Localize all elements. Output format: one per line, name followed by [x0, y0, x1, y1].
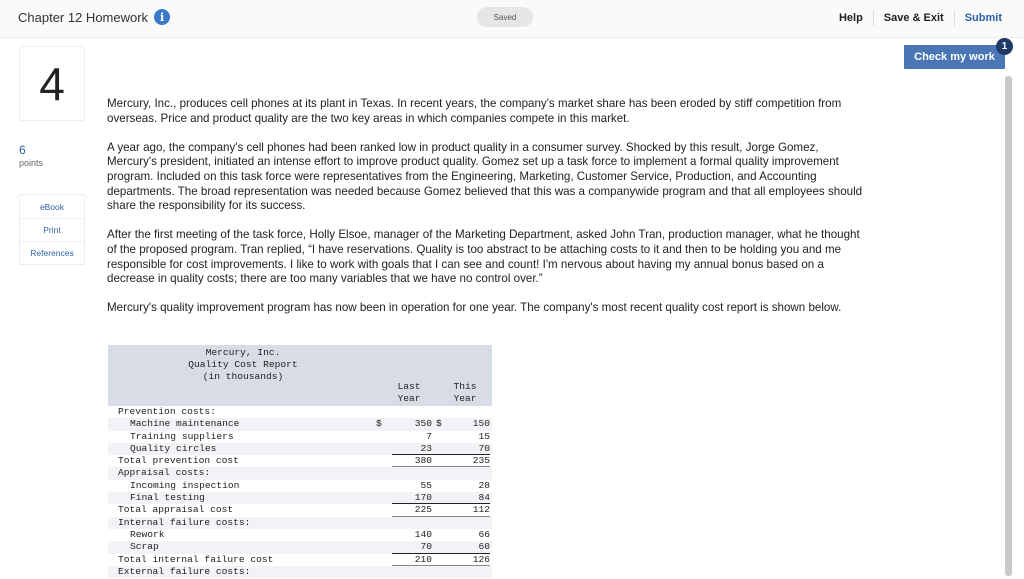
cell-d2 — [436, 504, 450, 516]
submit-link[interactable]: Submit — [954, 10, 1012, 26]
cell-v2: 60 — [450, 541, 490, 553]
cell-v2: 84 — [450, 492, 490, 504]
cell-v1 — [392, 517, 436, 529]
col-last-year — [384, 381, 434, 405]
table-row — [108, 443, 492, 455]
cell-label: Rework — [130, 528, 165, 540]
cell-d2 — [436, 566, 450, 578]
cell-d2 — [436, 492, 450, 504]
table-row — [108, 480, 492, 492]
cell-v2 — [450, 406, 490, 418]
cell-d1 — [376, 443, 392, 455]
cell-d2: $ — [436, 418, 442, 430]
cell-v1 — [392, 406, 436, 418]
cell-v2 — [450, 566, 490, 578]
cell-d2 — [436, 406, 450, 418]
cell-d1 — [376, 467, 392, 479]
saved-status: Saved — [477, 7, 533, 27]
cell-d2 — [436, 541, 450, 553]
question-number: 4 — [19, 46, 85, 121]
help-link[interactable]: Help — [838, 12, 863, 24]
cell-label: Total prevention cost — [118, 455, 239, 467]
print-button[interactable]: Print — [20, 218, 84, 241]
cell-d1: $ — [376, 418, 382, 430]
points-value: 6 — [19, 143, 26, 157]
cell-v2: 126 — [450, 554, 490, 566]
cell-label: Scrap — [130, 541, 159, 553]
report-units: (in thousands) — [202, 371, 284, 382]
quality-cost-report — [108, 345, 492, 578]
table-row — [108, 566, 492, 578]
cell-v2: 70 — [450, 443, 490, 455]
paragraph: After the first meeting of the task force, Holly Elsoe, manager of the Marketing Department, asked John Tran, production manager, what he thought of the proposed program. Tran replied, “I have reservations. Quality is too abstract to be attaching costs to it and then to be holding you and me responsible for cost improvements. I like to work with goals that I can see and count! I'm nervous about having my annual bonus based on a decrease in quality costs; there are too many variables that we have no control over.” — [107, 228, 860, 286]
cell-v2: 112 — [450, 504, 490, 516]
col-label: Year — [453, 393, 477, 404]
cell-label: Total appraisal cost — [118, 504, 234, 516]
assignment-title — [18, 9, 170, 25]
cell-v2: 15 — [478, 430, 490, 442]
table-row — [108, 554, 492, 566]
cell-d1 — [376, 529, 392, 541]
cell-label: Incoming inspection — [130, 479, 240, 491]
cell-label: Final testing — [130, 492, 205, 504]
col-label: Last — [397, 381, 421, 392]
table-row — [108, 455, 492, 467]
cell-label: Appraisal costs: — [118, 467, 211, 479]
cell-v1: 7 — [426, 430, 432, 442]
table-row — [108, 504, 492, 516]
top-bar — [0, 0, 1024, 38]
cell-d1 — [376, 431, 392, 443]
cell-d1 — [376, 455, 392, 467]
cell-v1: 350 — [414, 418, 432, 430]
report-title: Quality Cost Report — [188, 359, 298, 370]
table-row — [108, 467, 492, 479]
cell-label: Prevention costs: — [118, 406, 216, 417]
cell-d2 — [436, 529, 450, 541]
info-icon[interactable]: i — [154, 9, 170, 25]
cell-v1: 380 — [392, 455, 436, 467]
cell-v2 — [450, 517, 490, 529]
cell-d2 — [436, 480, 450, 492]
paragraph: Mercury, Inc., produces cell phones at its plant in Texas. In recent years, the company's market share has been eroded by stiff competition from overseas. Price and product quality are the two key areas in which companies compete in this market. — [107, 97, 842, 125]
check-count-badge: 1 — [996, 38, 1013, 55]
cell-d2 — [436, 467, 450, 479]
cell-d1 — [376, 480, 392, 492]
cell-d1 — [376, 504, 392, 516]
cell-d2 — [436, 554, 450, 566]
cell-v2: 150 — [472, 418, 490, 430]
cell-v1: 70 — [392, 541, 436, 553]
col-label: This — [453, 381, 477, 392]
cell-label: Total internal failure cost — [118, 553, 274, 565]
cell-d1 — [376, 554, 392, 566]
table-row — [108, 406, 492, 418]
table-row — [108, 418, 492, 430]
cell-v2 — [450, 467, 490, 479]
cell-d1 — [376, 492, 392, 504]
cell-d1 — [376, 517, 392, 529]
cell-label: Training suppliers — [130, 430, 234, 442]
table-row — [108, 431, 492, 443]
scrollbar[interactable] — [1005, 76, 1012, 576]
report-company: Mercury, Inc. — [205, 347, 281, 358]
cell-v2: 28 — [478, 479, 490, 491]
cell-label: External failure costs: — [118, 565, 251, 577]
cell-label: Quality circles — [130, 442, 217, 454]
cell-v1: 140 — [414, 528, 432, 540]
cell-v1: 55 — [420, 479, 432, 491]
cell-d2 — [436, 431, 450, 443]
cell-d2 — [436, 517, 450, 529]
ebook-button[interactable]: eBook — [39, 201, 65, 212]
cell-v1 — [392, 467, 436, 479]
cell-label: Machine maintenance — [130, 418, 240, 430]
paragraph: Mercury's quality improvement program has now been in operation for one year. The company's most recent quality cost report is shown below. — [107, 301, 842, 315]
paragraph: A year ago, the company's cell phones had been ranked low in product quality in a consumer survey. Shocked by this result, Jorge Gomez, Mercury's president, initiated an intense effort to improve product quality. Gomez set up a task force to implement a formal quality improvement program. Included on this task force were representatives from the Engineering, Marketing, Customer Service, Production, and Accounting departments. The broad representation was needed because Gomez believed that this was a companywide program and that all employees should share the responsibility for its success. — [107, 140, 863, 213]
table-row — [108, 492, 492, 504]
col-this-year — [440, 381, 490, 405]
cell-d2 — [436, 455, 450, 467]
cell-v1: 225 — [392, 504, 436, 516]
references-button[interactable]: References — [20, 241, 84, 264]
cell-v2: 235 — [450, 455, 490, 467]
cell-v1: 170 — [392, 492, 436, 504]
table-row — [108, 529, 492, 541]
cell-d2 — [436, 443, 450, 455]
table-row — [108, 517, 492, 529]
cell-d1 — [376, 541, 392, 553]
cell-d1 — [376, 406, 392, 418]
question-text — [107, 97, 867, 331]
table-row — [108, 541, 492, 553]
cell-v2: 66 — [478, 528, 490, 540]
save-exit-link[interactable]: Save & Exit — [873, 10, 954, 26]
cell-v1: 23 — [392, 443, 436, 455]
col-label: Year — [397, 393, 421, 404]
check-my-work-button[interactable]: Check my work — [904, 45, 1005, 69]
cell-v1: 210 — [392, 554, 436, 566]
title-text: Chapter 12 Homework — [18, 9, 149, 25]
points-label: points — [19, 158, 44, 168]
cell-label: Internal failure costs: — [118, 516, 251, 528]
table-header — [108, 345, 492, 406]
cell-d1 — [376, 566, 392, 578]
tools-panel — [19, 194, 85, 265]
cell-v1 — [392, 566, 436, 578]
